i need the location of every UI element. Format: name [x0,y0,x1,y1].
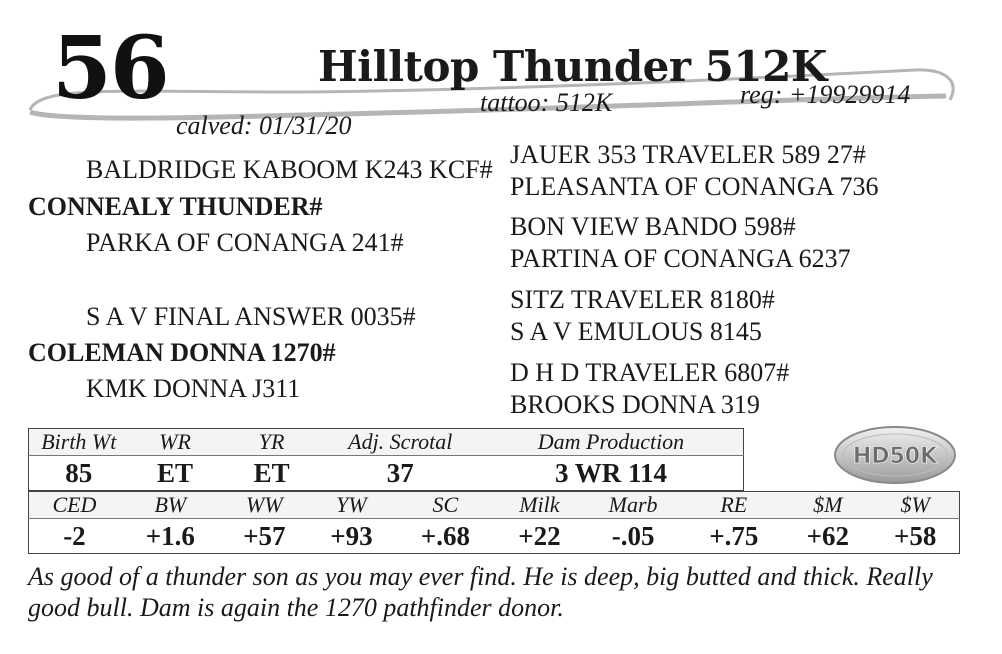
stat-label: Adj. Scrotal [322,429,479,456]
tattoo: tattoo: 512K [480,88,613,117]
lot-number: 56 [52,18,168,119]
epd-label: WW [221,492,308,519]
pedigree-sire-sire: BALDRIDGE KABOOM K243 KCF# [86,155,493,184]
epd-label: Milk [496,492,583,519]
pedigree-ss-sire: JAUER 353 TRAVELER 589 27# [510,140,866,169]
pedigree-dam: COLEMAN DONNA 1270# [28,338,336,367]
badge-text: HD50K [852,444,938,469]
stat-label: YR [222,429,322,456]
epd-value: +57 [243,520,286,551]
stat-value: 85 [65,457,93,488]
stat-label: Dam Production [479,429,744,456]
registration-number: reg: +19929914 [740,80,911,109]
pedigree-dd-sire: D H D TRAVELER 6807# [510,358,790,387]
stat-value: ET [253,457,290,488]
epd-label: $W [871,492,959,519]
pedigree-ss-dam: PLEASANTA OF CONANGA 736 [510,172,879,201]
epd-table [28,491,960,554]
epd-value: -.05 [611,520,655,551]
pedigree-ds-sire: SITZ TRAVELER 8180# [510,285,775,314]
pedigree-dam-sire: S A V FINAL ANSWER 0035# [86,302,416,331]
epd-value: +22 [518,520,561,551]
epd-label: $M [784,492,871,519]
epd-value: +93 [330,520,373,551]
epd-value: +58 [893,520,937,551]
animal-name: Hilltop Thunder 512K [318,42,827,91]
stat-label: WR [129,429,222,456]
hd50k-badge [833,424,957,486]
comments: As good of a thunder son as you may ever find. He is deep, big butted and thick. Really good bull. Dam is again the 1270 pathfinder donor. [28,562,933,622]
pedigree-dd-dam: BROOKS DONNA 319 [510,390,760,419]
epd-value: -2 [63,520,86,551]
stat-value: 3 WR 114 [554,457,667,488]
epd-label: BW [120,492,221,519]
pedigree-sire-dam: PARKA OF CONANGA 241# [86,228,404,257]
epd-label: CED [29,492,120,519]
epd-value: +1.6 [145,520,195,551]
epd-value: +.68 [420,520,470,551]
epd-value: +.75 [709,520,759,551]
stat-label: Birth Wt [29,429,129,456]
epd-label: SC [395,492,496,519]
epd-label: RE [683,492,784,519]
epd-value: +62 [806,520,849,551]
calved-date: calved: 01/31/20 [176,111,352,140]
pedigree-dam-dam: KMK DONNA J311 [86,374,301,403]
stat-value: ET [157,457,194,488]
pedigree-sd-dam: PARTINA OF CONANGA 6237 [510,244,851,273]
pedigree-sire: CONNEALY THUNDER# [28,192,323,221]
epd-label: YW [308,492,395,519]
pedigree-sd-sire: BON VIEW BANDO 598# [510,212,796,241]
epd-label: Marb [583,492,683,519]
stat-value: 37 [386,457,414,488]
performance-stats-table [28,428,744,491]
pedigree-ds-dam: S A V EMULOUS 8145 [510,317,762,346]
